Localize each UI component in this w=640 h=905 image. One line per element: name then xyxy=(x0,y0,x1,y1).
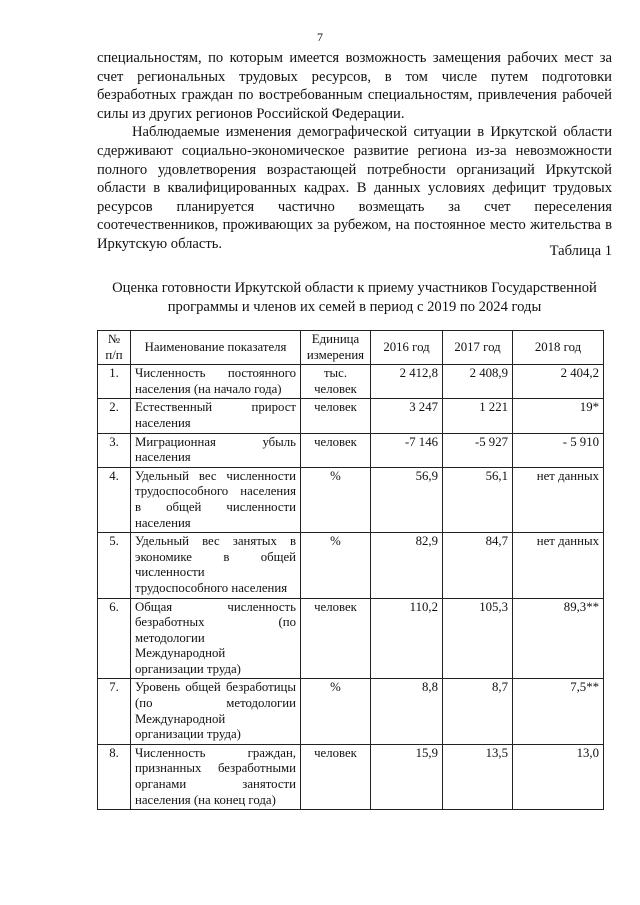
value-2017: 8,7 xyxy=(443,679,513,744)
unit: % xyxy=(301,533,371,598)
value-2018: - 5 910 xyxy=(513,433,604,467)
table-title: Оценка готовности Иркутской области к приему участников Государственной программы и членов их семей в период с 2019 по 2024 годы xyxy=(112,280,597,315)
table-row xyxy=(98,744,604,809)
table-row xyxy=(98,467,604,532)
unit: человек xyxy=(301,598,371,679)
value-2018: 89,3** xyxy=(513,598,604,679)
body-text xyxy=(97,49,612,254)
value-2017: -5 927 xyxy=(443,433,513,467)
header-2017: 2017 год xyxy=(443,331,513,365)
paragraph-2: Наблюдаемые изменения демографической ситуации в Иркутской области сдерживают социально-экономическое развитие региона из-за невозможности полного удовлетворения возрастающей потребности организаций Иркутской области в квалифицированных кадрах. В данных условиях дефицит трудовых ресурсов планируется частично возмещать за счет переселения соотечественников, проживающих за рубежом, на постоянное место жительства в Иркутскую область. xyxy=(97,124,612,252)
value-2017: 56,1 xyxy=(443,467,513,532)
row-number: 8. xyxy=(98,744,131,809)
table-header-row xyxy=(98,331,604,365)
value-2016: 3 247 xyxy=(371,399,443,433)
table-row xyxy=(98,598,604,679)
paragraph-1: специальностям, по которым имеется возможность замещения рабочих мест за счет региональных трудовых ресурсов, в том числе путем подготовки безработных граждан по востребованным специальностям, привлечения рабочей силы из других регионов Российской Федерации. xyxy=(97,50,612,122)
row-number: 7. xyxy=(98,679,131,744)
header-2016: 2016 год xyxy=(371,331,443,365)
value-2017: 2 408,9 xyxy=(443,365,513,399)
indicator-name: Уровень общей безработицы (по методологии Международной организации труда) xyxy=(131,679,301,744)
row-number: 4. xyxy=(98,467,131,532)
value-2017: 1 221 xyxy=(443,399,513,433)
value-2018: 13,0 xyxy=(513,744,604,809)
value-2018: нет данных xyxy=(513,467,604,532)
unit: % xyxy=(301,679,371,744)
value-2016: 15,9 xyxy=(371,744,443,809)
unit: человек xyxy=(301,744,371,809)
value-2016: -7 146 xyxy=(371,433,443,467)
table-row xyxy=(98,533,604,598)
value-2018: 19* xyxy=(513,399,604,433)
indicator-name: Удельный вес занятых в экономике в общей численности трудоспособного населения xyxy=(131,533,301,598)
row-number: 6. xyxy=(98,598,131,679)
indicator-name: Миграционная убыль населения xyxy=(131,433,301,467)
value-2016: 8,8 xyxy=(371,679,443,744)
indicators-table xyxy=(97,330,604,810)
indicator-name: Численность постоянного населения (на начало года) xyxy=(131,365,301,399)
value-2018: нет данных xyxy=(513,533,604,598)
value-2017: 105,3 xyxy=(443,598,513,679)
unit: человек xyxy=(301,433,371,467)
value-2016: 82,9 xyxy=(371,533,443,598)
value-2018: 7,5** xyxy=(513,679,604,744)
value-2016: 2 412,8 xyxy=(371,365,443,399)
row-number: 5. xyxy=(98,533,131,598)
row-number: 2. xyxy=(98,399,131,433)
row-number: 1. xyxy=(98,365,131,399)
indicator-name: Численность граждан, признанных безработными органами занятости населения (на конец года) xyxy=(131,744,301,809)
unit: % xyxy=(301,467,371,532)
header-name: Наименование показателя xyxy=(131,331,301,365)
indicator-name: Естественный прирост населения xyxy=(131,399,301,433)
unit: человек xyxy=(301,399,371,433)
row-number: 3. xyxy=(98,433,131,467)
table-row xyxy=(98,433,604,467)
indicator-name: Общая численность безработных (по методологии Международной организации труда) xyxy=(131,598,301,679)
page-number: 7 xyxy=(317,30,323,44)
header-2018: 2018 год xyxy=(513,331,604,365)
value-2017: 84,7 xyxy=(443,533,513,598)
table-row xyxy=(98,399,604,433)
value-2016: 110,2 xyxy=(371,598,443,679)
value-2018: 2 404,2 xyxy=(513,365,604,399)
table-label: Таблица 1 xyxy=(549,243,612,259)
table-row xyxy=(98,679,604,744)
indicator-name: Удельный вес численности трудоспособного населения в общей численности населения xyxy=(131,467,301,532)
unit: тыс. человек xyxy=(301,365,371,399)
value-2016: 56,9 xyxy=(371,467,443,532)
header-unit: Единица измерения xyxy=(301,331,371,365)
value-2017: 13,5 xyxy=(443,744,513,809)
table-row xyxy=(98,365,604,399)
header-num: № п/п xyxy=(98,331,131,365)
